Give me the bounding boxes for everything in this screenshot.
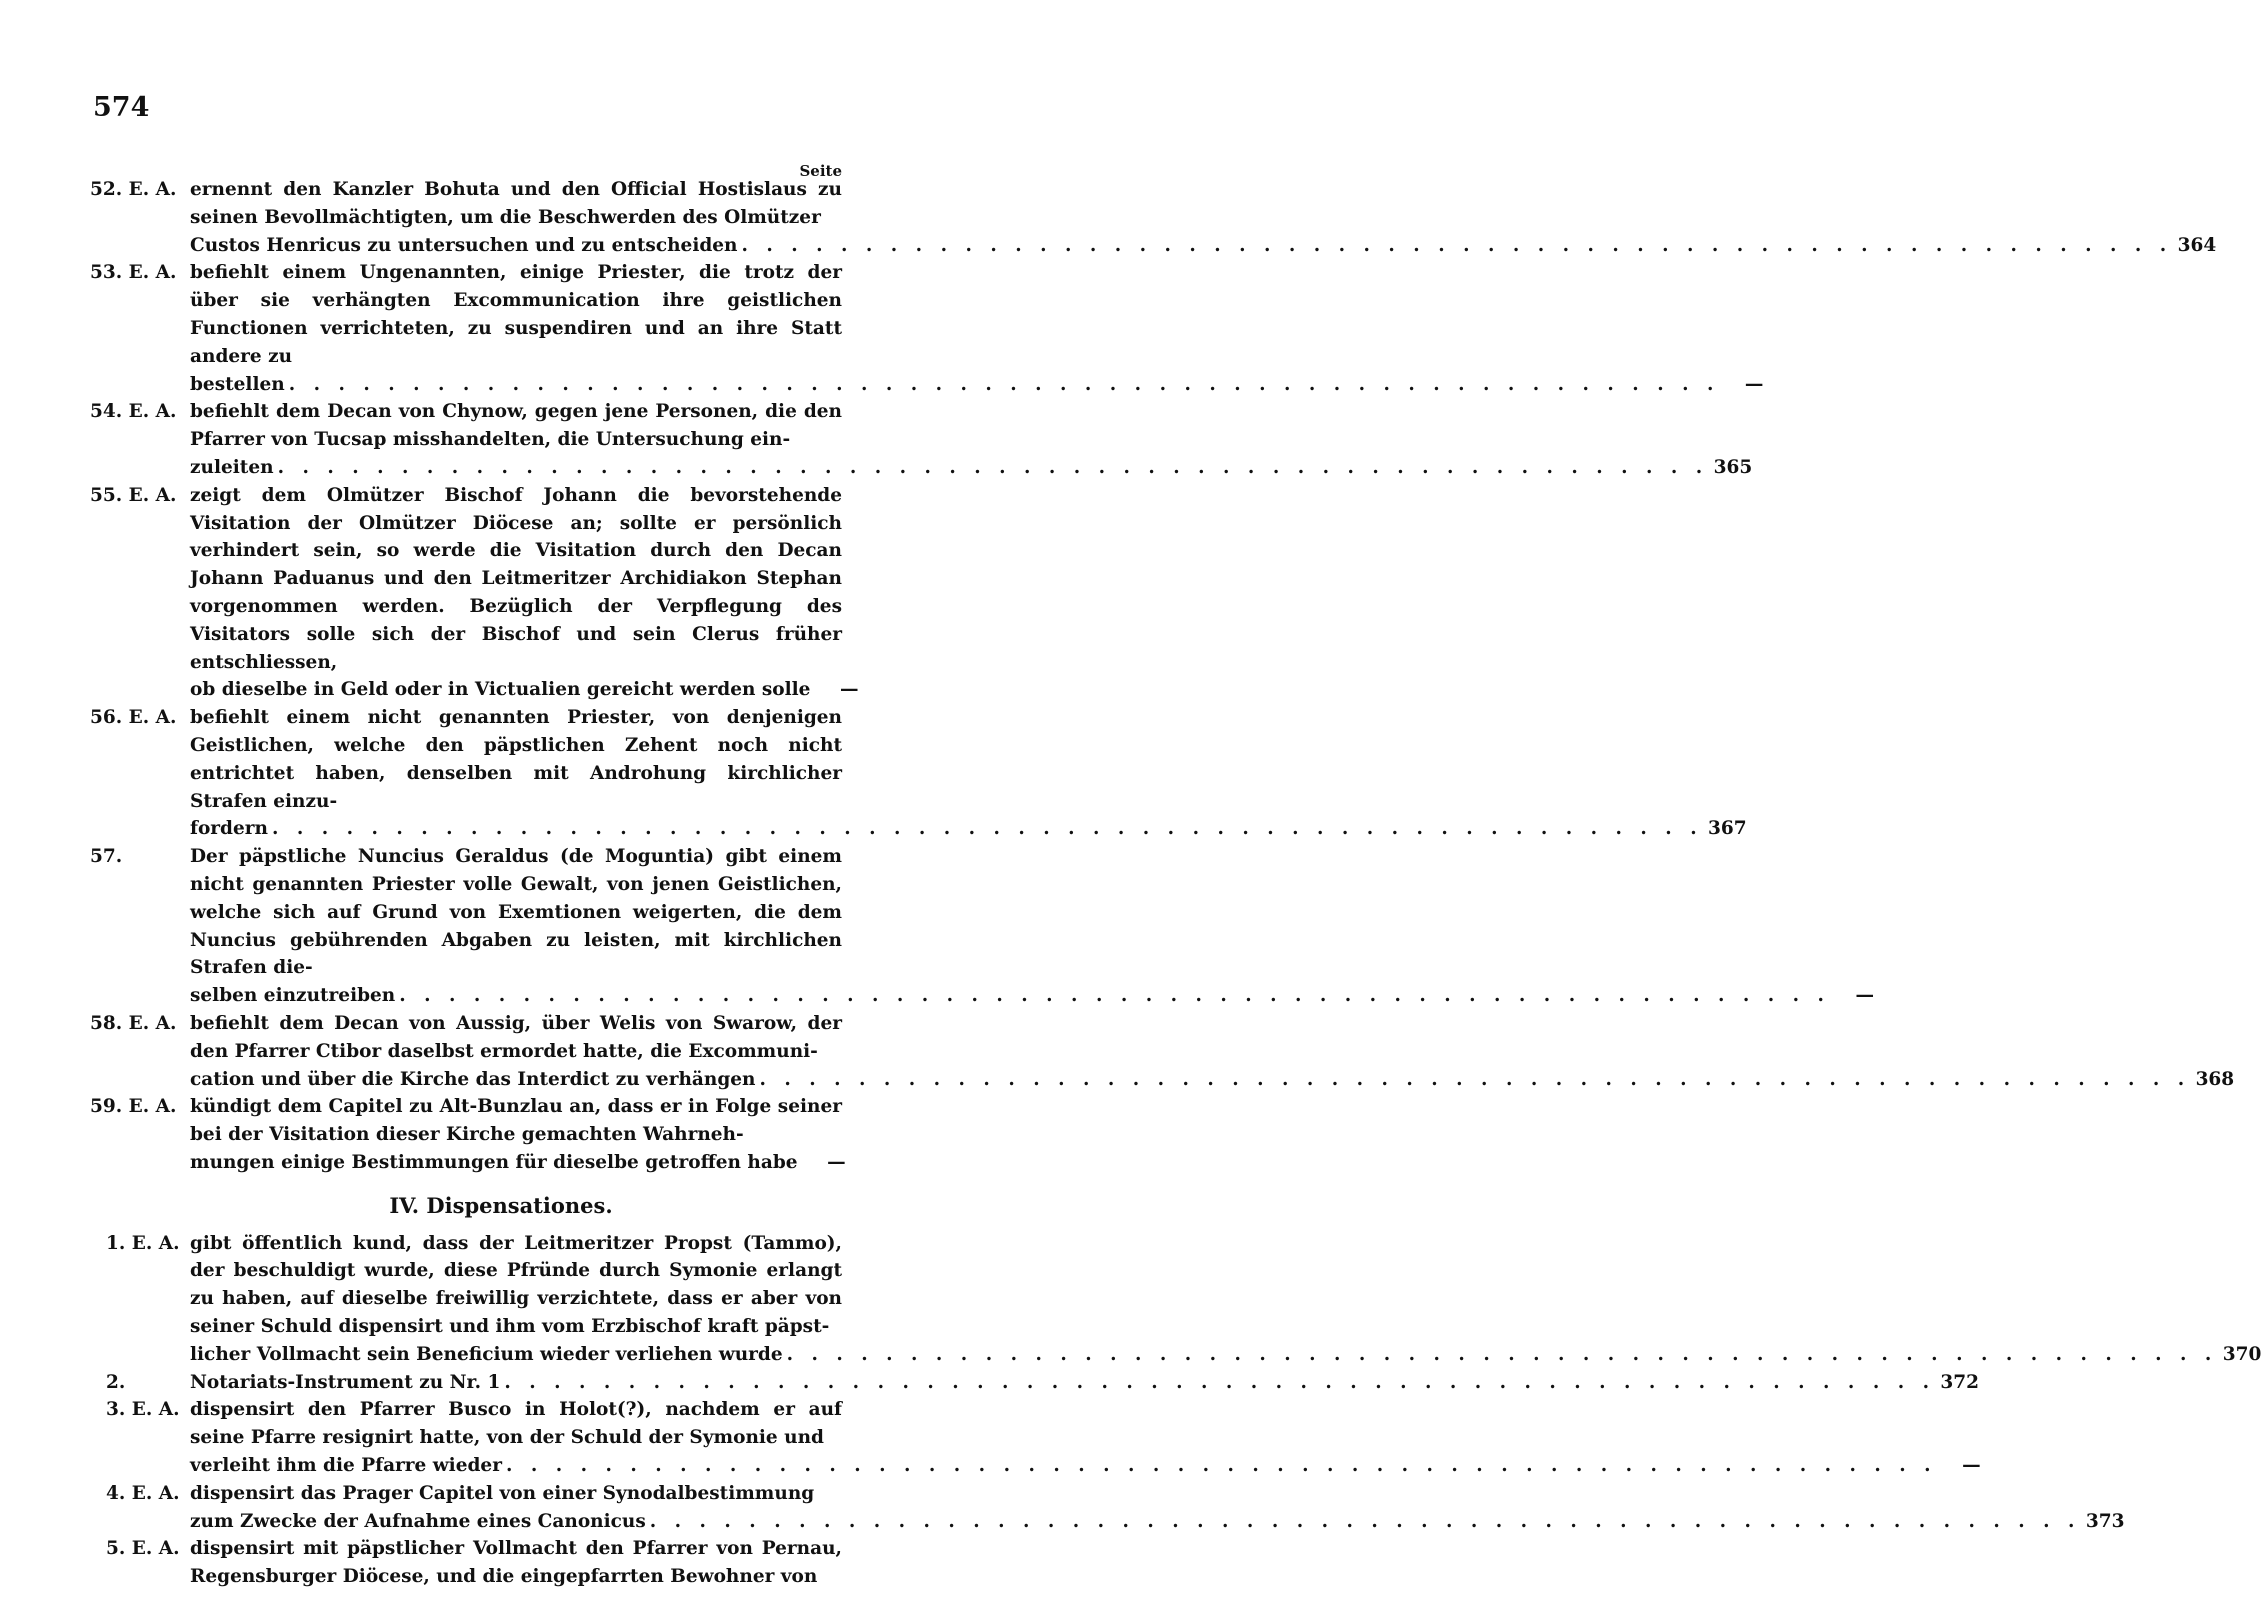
page-reference: — bbox=[1744, 373, 1764, 395]
toc-entry bbox=[90, 1535, 842, 1591]
page-reference: 367 bbox=[1708, 818, 1747, 840]
entry-number: 59. E. A. bbox=[90, 1096, 177, 1118]
dispensation-list bbox=[90, 1230, 2261, 1591]
entry-number: 57. bbox=[90, 846, 123, 868]
entry-number: 2. bbox=[106, 1371, 126, 1393]
toc-entry bbox=[90, 482, 859, 704]
entries-container bbox=[90, 176, 2261, 1591]
dot-leader: . . . . . . . . . . . . . . . . . . . . . . . . . . . . . . . . . . . . . . . . . . . . . . . . . . . . . . . . . . bbox=[786, 1343, 2218, 1365]
entry-last-line bbox=[190, 1452, 1981, 1480]
entry-text: befiehlt dem Decan von Aussig, über Welis von Swarow, der den Pfarrer Ctibor daselbst ermordet hatte, die Excommuni- bbox=[190, 1012, 842, 1062]
entry-number: 3. E. A. bbox=[106, 1399, 180, 1421]
entry-last-line bbox=[190, 371, 1764, 399]
entry-number: 1. E. A. bbox=[106, 1232, 180, 1254]
entry-text: befiehlt dem Decan von Chynow, gegen jene Personen, die den Pfarrer von Tucsap misshandelten, die Untersuchung ein- bbox=[190, 401, 842, 451]
entry-number: 53. E. A. bbox=[90, 262, 177, 284]
page-reference: — bbox=[1855, 985, 1874, 1007]
toc-entry bbox=[90, 704, 1747, 843]
page-number: 574 bbox=[93, 92, 150, 123]
section-heading: IV. Dispensationes. bbox=[389, 1192, 613, 1218]
entry-last-text: licher Vollmacht sein Beneficium wieder verliehen wurde bbox=[190, 1343, 783, 1365]
entry-last-text: selben einzutreiben bbox=[190, 985, 396, 1007]
page-reference: 364 bbox=[2177, 234, 2217, 256]
entry-text: gibt öffentlich kund, dass der Leitmeritzer Propst (Tammo), der beschuldigt wurde, diese Pfründe durch Symonie erlangt zu haben, auf dieselbe freiwillig verzichtete, dass er aber von seiner Schuld dispensirt und ihm vom Erzbischof kraft päpst- bbox=[190, 1232, 842, 1338]
entry-number: 4. E. A. bbox=[106, 1482, 180, 1504]
entry-text: dispensirt das Prager Capitel von einer Synodalbestimmung bbox=[190, 1482, 815, 1504]
page-reference: — bbox=[827, 1151, 846, 1173]
regest-list bbox=[90, 176, 2235, 1177]
entry-last-text: Custos Henricus zu untersuchen und zu entscheiden bbox=[190, 234, 738, 256]
entry-last-text: zuleiten bbox=[190, 456, 274, 478]
dot-leader: . . . . . . . . . . . . . . . . . . . . . . . . . . . . . . . . . . . . . . . . . . . . . . . . . . . . . . . . . . bbox=[741, 234, 2173, 256]
entry-last-line bbox=[190, 982, 1874, 1010]
entry-last-text: fordern bbox=[190, 818, 268, 840]
page-reference: 372 bbox=[1940, 1371, 1980, 1393]
dot-leader: . . . . . . . . . . . . . . . . . . . . . . . . . . . . . . . . . . . . . . . . . . . . . . . . . . . . . . . . . . bbox=[505, 1455, 1937, 1477]
entry-last-line bbox=[190, 1149, 846, 1177]
toc-entry bbox=[90, 1093, 846, 1176]
dot-leader: . . . . . . . . . . . . . . . . . . . . . . . . . . . . . . . . . . . . . . . . . . . . . . . . . . . . . . . . . . bbox=[649, 1510, 2081, 1532]
entry-number: 55. E. A. bbox=[90, 484, 177, 506]
dot-leader: . . . . . . . . . . . . . . . . . . . . . . . . . . . . . . . . . . . . . . . . . . . . . . . . . . . . . . . . . . bbox=[288, 373, 1720, 395]
page-reference: 370 bbox=[2222, 1343, 2261, 1365]
entry-number: 52. E. A. bbox=[90, 179, 177, 200]
entry-text: ernennt den Kanzler Bohuta und den Official Hostislaus zu seinen Bevollmächtigten, um die Beschwerden des Olmützer bbox=[190, 179, 842, 228]
entry-text: befiehlt einem Ungenannten, einige Priester, die trotz der über sie verhängten Excommunication ihre geistlichen Functionen verrichteten, zu suspendiren und an ihre Statt andere zu bbox=[190, 262, 842, 367]
entry-last-text: Notariats-Instrument zu Nr. 1 bbox=[190, 1371, 501, 1393]
entry-last-text: verleiht ihm die Pfarre wieder bbox=[190, 1455, 502, 1477]
toc-entry bbox=[90, 843, 1874, 1010]
entry-text: befiehlt einem nicht genannten Priester, von denjenigen Geistlichen, welche den päpstlichen Zehent noch nicht entrichtet haben, denselben mit Androhung kirchlicher Strafen einzu- bbox=[190, 707, 842, 812]
toc-entry bbox=[90, 1369, 1980, 1397]
entry-last-line bbox=[190, 1508, 2125, 1536]
page-reference: 365 bbox=[1713, 456, 1753, 478]
entry-text: dispensirt mit päpstlicher Vollmacht den Pfarrer von Pernau, Regensburger Diöcese, und die eingepfarrten Bewohner von bbox=[190, 1538, 842, 1588]
toc-entry bbox=[90, 1230, 2261, 1369]
seite-column-label: Seite bbox=[799, 162, 842, 180]
toc-entry bbox=[90, 176, 2217, 259]
entry-last-line bbox=[190, 1341, 2261, 1369]
entry-number: 54. E. A. bbox=[90, 401, 177, 423]
page-reference: — bbox=[839, 679, 859, 701]
toc-entry bbox=[90, 259, 1764, 398]
dot-leader: . . . . . . . . . . . . . . . . . . . . . . . . . . . . . . . . . . . . . . . . . . . . . . . . . . . . . . . . . . bbox=[271, 818, 1703, 840]
entry-text: Der päpstliche Nuncius Geraldus (de Moguntia) gibt einem nicht genannten Priester volle Gewalt, von jenen Geistlichen, welche sich auf Grund von Exemtionen weigerten, die dem Nuncius gebührenden Abgaben zu leisten, mit kirchlichen Strafen die- bbox=[190, 846, 842, 979]
page-reference: 368 bbox=[2195, 1068, 2235, 1090]
entry-last-line bbox=[190, 1369, 1980, 1397]
toc-entry bbox=[90, 1010, 2235, 1093]
entry-last-line bbox=[190, 815, 1747, 843]
dot-leader: . . . . . . . . . . . . . . . . . . . . . . . . . . . . . . . . . . . . . . . . . . . . . . . . . . . . . . . . . . bbox=[277, 456, 1709, 478]
entry-last-line bbox=[190, 232, 2217, 260]
entry-text: kündigt dem Capitel zu Alt-Bunzlau an, dass er in Folge seiner bei der Visitation dieser Kirche gemachten Wahrneh- bbox=[190, 1096, 842, 1146]
entry-number: 5. E. A. bbox=[106, 1538, 180, 1560]
dot-leader: . . . . . . . . . . . . . . . . . . . . . . . . . . . . . . . . . . . . . . . . . . . . . . . . . . . . . . . . . . bbox=[399, 985, 1830, 1007]
toc-entry bbox=[90, 1480, 2125, 1536]
entry-last-line bbox=[190, 1066, 2235, 1094]
entry-last-text: mungen einige Bestimmungen für dieselbe getroffen habe bbox=[190, 1151, 798, 1173]
toc-entry bbox=[90, 1396, 1981, 1479]
toc-entry bbox=[90, 398, 1753, 481]
entry-last-text: bestellen bbox=[190, 373, 285, 395]
entry-last-line bbox=[190, 454, 1753, 482]
page-reference: — bbox=[1962, 1455, 1981, 1477]
entry-last-text: ob dieselbe in Geld oder in Victualien gereicht werden solle bbox=[190, 679, 811, 701]
entry-last-text: cation und über die Kirche das Interdict zu verhängen bbox=[190, 1068, 756, 1090]
dot-leader: . . . . . . . . . . . . . . . . . . . . . . . . . . . . . . . . . . . . . . . . . . . . . . . . . . . . . . . . . . bbox=[504, 1371, 1936, 1393]
page-reference: 373 bbox=[2085, 1510, 2125, 1532]
entry-last-line bbox=[190, 676, 859, 704]
entry-text: zeigt dem Olmützer Bischof Johann die bevorstehende Visitation der Olmützer Diöcese an; sollte er persönlich verhindert sein, so werde die Visitation durch den Decan Johann Paduanus und den Leitmeritzer Archidiakon Stephan vorgenommen werden. Bezüglich der Verpflegung des Visitators solle sich der Bischof und sein Clerus früher entschliessen, bbox=[190, 484, 842, 673]
entry-text: dispensirt den Pfarrer Busco in Holot(?), nachdem er auf seine Pfarre resignirt hatte, von der Schuld der Symonie und bbox=[190, 1399, 842, 1449]
entry-number: 58. E. A. bbox=[90, 1012, 177, 1034]
entry-last-text: zum Zwecke der Aufnahme eines Canonicus bbox=[190, 1510, 646, 1532]
entry-number: 56. E. A. bbox=[90, 707, 177, 729]
dot-leader: . . . . . . . . . . . . . . . . . . . . . . . . . . . . . . . . . . . . . . . . . . . . . . . . . . . . . . . . . . bbox=[759, 1068, 2191, 1090]
